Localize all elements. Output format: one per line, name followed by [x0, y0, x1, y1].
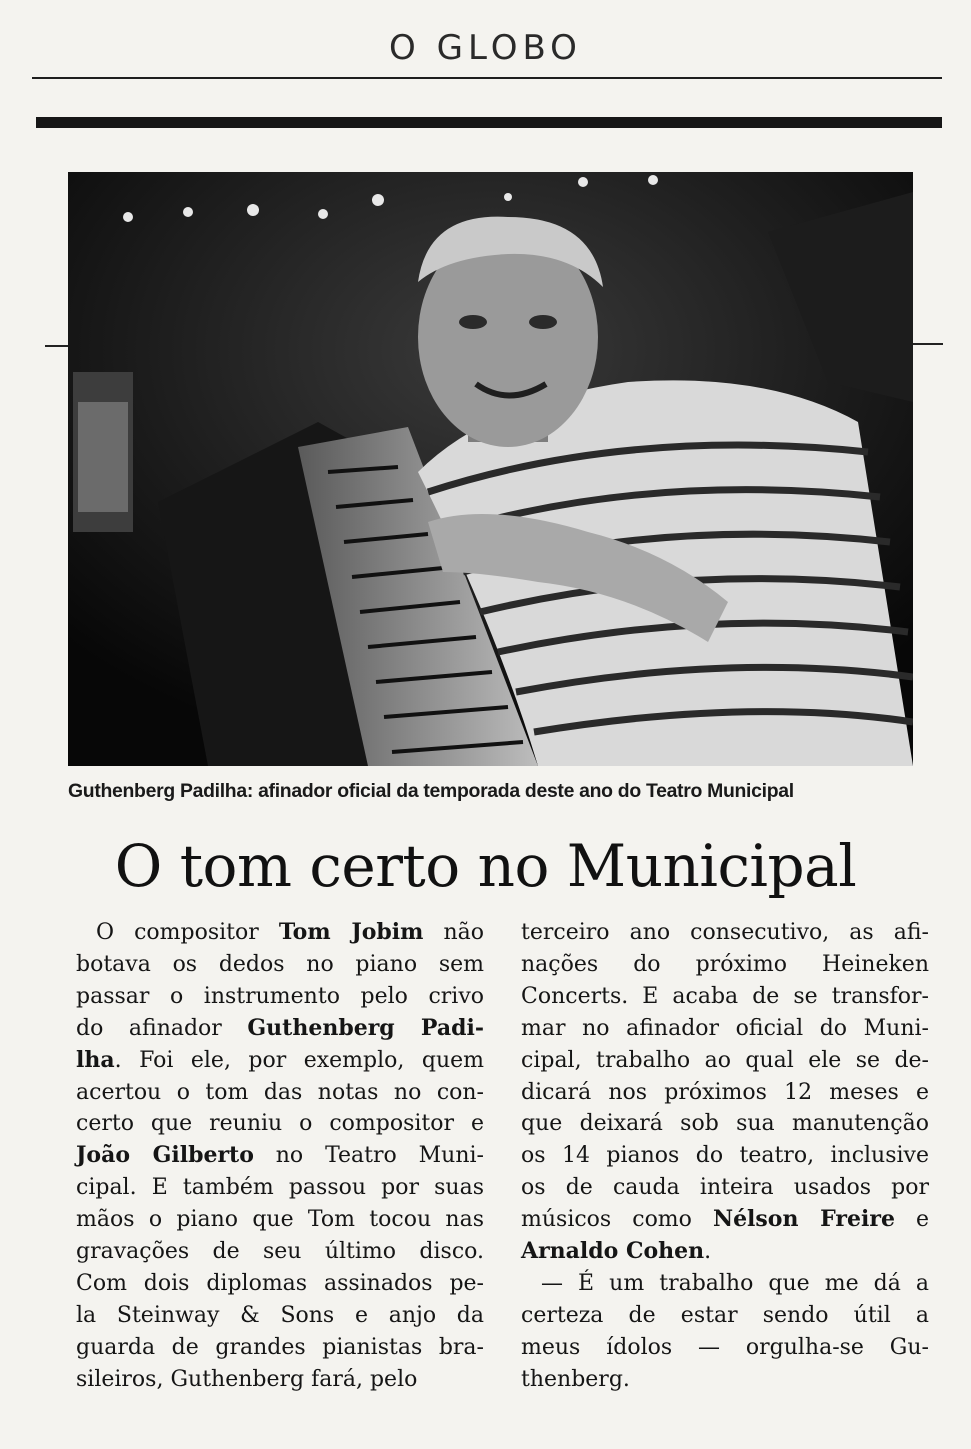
- photo-caption: Guthenberg Padilha: afinador oficial da temporada deste ano do Teatro Municipal: [68, 780, 794, 802]
- text-run: acertou o tom das notas no con-: [76, 1079, 484, 1105]
- right-column-line: [521, 1013, 929, 1045]
- text-run: passar o instrumento pelo crivo: [76, 983, 484, 1009]
- text-run: guarda de grandes pianistas bra-: [76, 1334, 484, 1360]
- heavy-rule: [36, 117, 942, 128]
- left-column-line: [76, 1204, 484, 1236]
- right-column-line: [521, 1364, 929, 1396]
- text-run: botava os dedos no piano sem: [76, 951, 484, 977]
- left-column-line: [76, 1045, 484, 1077]
- left-column-line: [76, 1268, 484, 1300]
- left-column-line: [76, 1332, 484, 1364]
- right-column-line: [521, 1108, 929, 1140]
- text-run: certo que reuniu o compositor e: [76, 1111, 484, 1137]
- photo-tick-right: [913, 343, 943, 345]
- bold-name: Tom Jobim: [278, 919, 424, 945]
- bold-name: lha: [76, 1046, 115, 1073]
- top-rule: [32, 77, 942, 79]
- masthead-title: O GLOBO: [389, 28, 582, 68]
- text-run: dicará nos próximos 12 meses e: [521, 1079, 929, 1105]
- right-column-line: [521, 1268, 929, 1300]
- text-run: do afinador: [76, 1015, 248, 1041]
- text-run: mar no afinador oficial do Muni-: [521, 1015, 929, 1041]
- right-column-line: [521, 1140, 929, 1172]
- right-column-line: [521, 1300, 929, 1332]
- text-run: .: [704, 1239, 712, 1265]
- left-column-line: [76, 1140, 484, 1172]
- left-column-line: [76, 1300, 484, 1332]
- text-run: cipal. E também passou por suas: [76, 1175, 484, 1201]
- text-run: . Foi ele, por exemplo, quem: [114, 1047, 484, 1073]
- bold-name: João Gilberto: [76, 1142, 254, 1169]
- left-column-line: [76, 1108, 484, 1140]
- article-headline: O tom certo no Municipal: [114, 832, 857, 900]
- photo-tick-left: [45, 345, 68, 347]
- portrait-photo: [68, 172, 913, 766]
- text-run: sileiros, Guthenberg fará, pelo: [76, 1366, 418, 1392]
- left-column-line: [76, 917, 484, 949]
- left-column-line: [76, 1077, 484, 1109]
- text-run: gravações de seu último disco.: [76, 1239, 484, 1265]
- text-run: O compositor: [96, 920, 279, 945]
- left-column-line: [76, 949, 484, 981]
- left-column-line: [76, 1364, 484, 1396]
- text-run: músicos como: [521, 1207, 713, 1233]
- text-run: meus ídolos — orgulha-se Gu-: [521, 1334, 929, 1360]
- article-column-right: [521, 917, 929, 1396]
- text-run: thenberg.: [521, 1366, 630, 1392]
- text-run: e: [894, 1207, 929, 1233]
- right-column-line: [521, 1236, 929, 1268]
- left-column-line: [76, 1013, 484, 1045]
- left-column-line: [76, 981, 484, 1013]
- right-column-line: [521, 1077, 929, 1109]
- left-column-line: [76, 1236, 484, 1268]
- right-column-line: [521, 1204, 929, 1236]
- right-column-line: [521, 1045, 929, 1077]
- article-column-left: [76, 917, 484, 1396]
- right-column-line: [521, 981, 929, 1013]
- text-run: mãos o piano que Tom tocou nas: [76, 1207, 484, 1233]
- text-run: Concerts. E acaba de se transfor-: [521, 983, 929, 1009]
- text-run: — É um trabalho que me dá a: [541, 1270, 929, 1296]
- text-run: Com dois diplomas assinados pe-: [76, 1270, 484, 1296]
- photo-portrait-icon: [68, 172, 913, 766]
- text-run: nações do próximo Heineken: [521, 951, 929, 977]
- text-run: terceiro ano consecutivo, as afi-: [521, 920, 929, 945]
- text-run: certeza de estar sendo útil a: [521, 1302, 929, 1328]
- bold-name: Arnaldo Cohen: [521, 1238, 705, 1265]
- bold-name: Guthenberg Padi-: [247, 1014, 484, 1041]
- text-run: não: [423, 920, 484, 945]
- text-run: que deixará sob sua manutenção: [521, 1111, 929, 1137]
- right-column-line: [521, 917, 929, 949]
- right-column-line: [521, 949, 929, 981]
- text-run: no Teatro Muni-: [253, 1143, 484, 1169]
- right-column-line: [521, 1332, 929, 1364]
- text-run: la Steinway & Sons e anjo da: [76, 1302, 484, 1328]
- right-column-line: [521, 1172, 929, 1204]
- text-run: os de cauda inteira usados por: [521, 1175, 929, 1201]
- left-column-line: [76, 1172, 484, 1204]
- text-run: cipal, trabalho ao qual ele se de-: [521, 1047, 929, 1073]
- bold-name: Nélson Freire: [712, 1206, 895, 1233]
- text-run: os 14 pianos do teatro, inclusive: [521, 1143, 929, 1169]
